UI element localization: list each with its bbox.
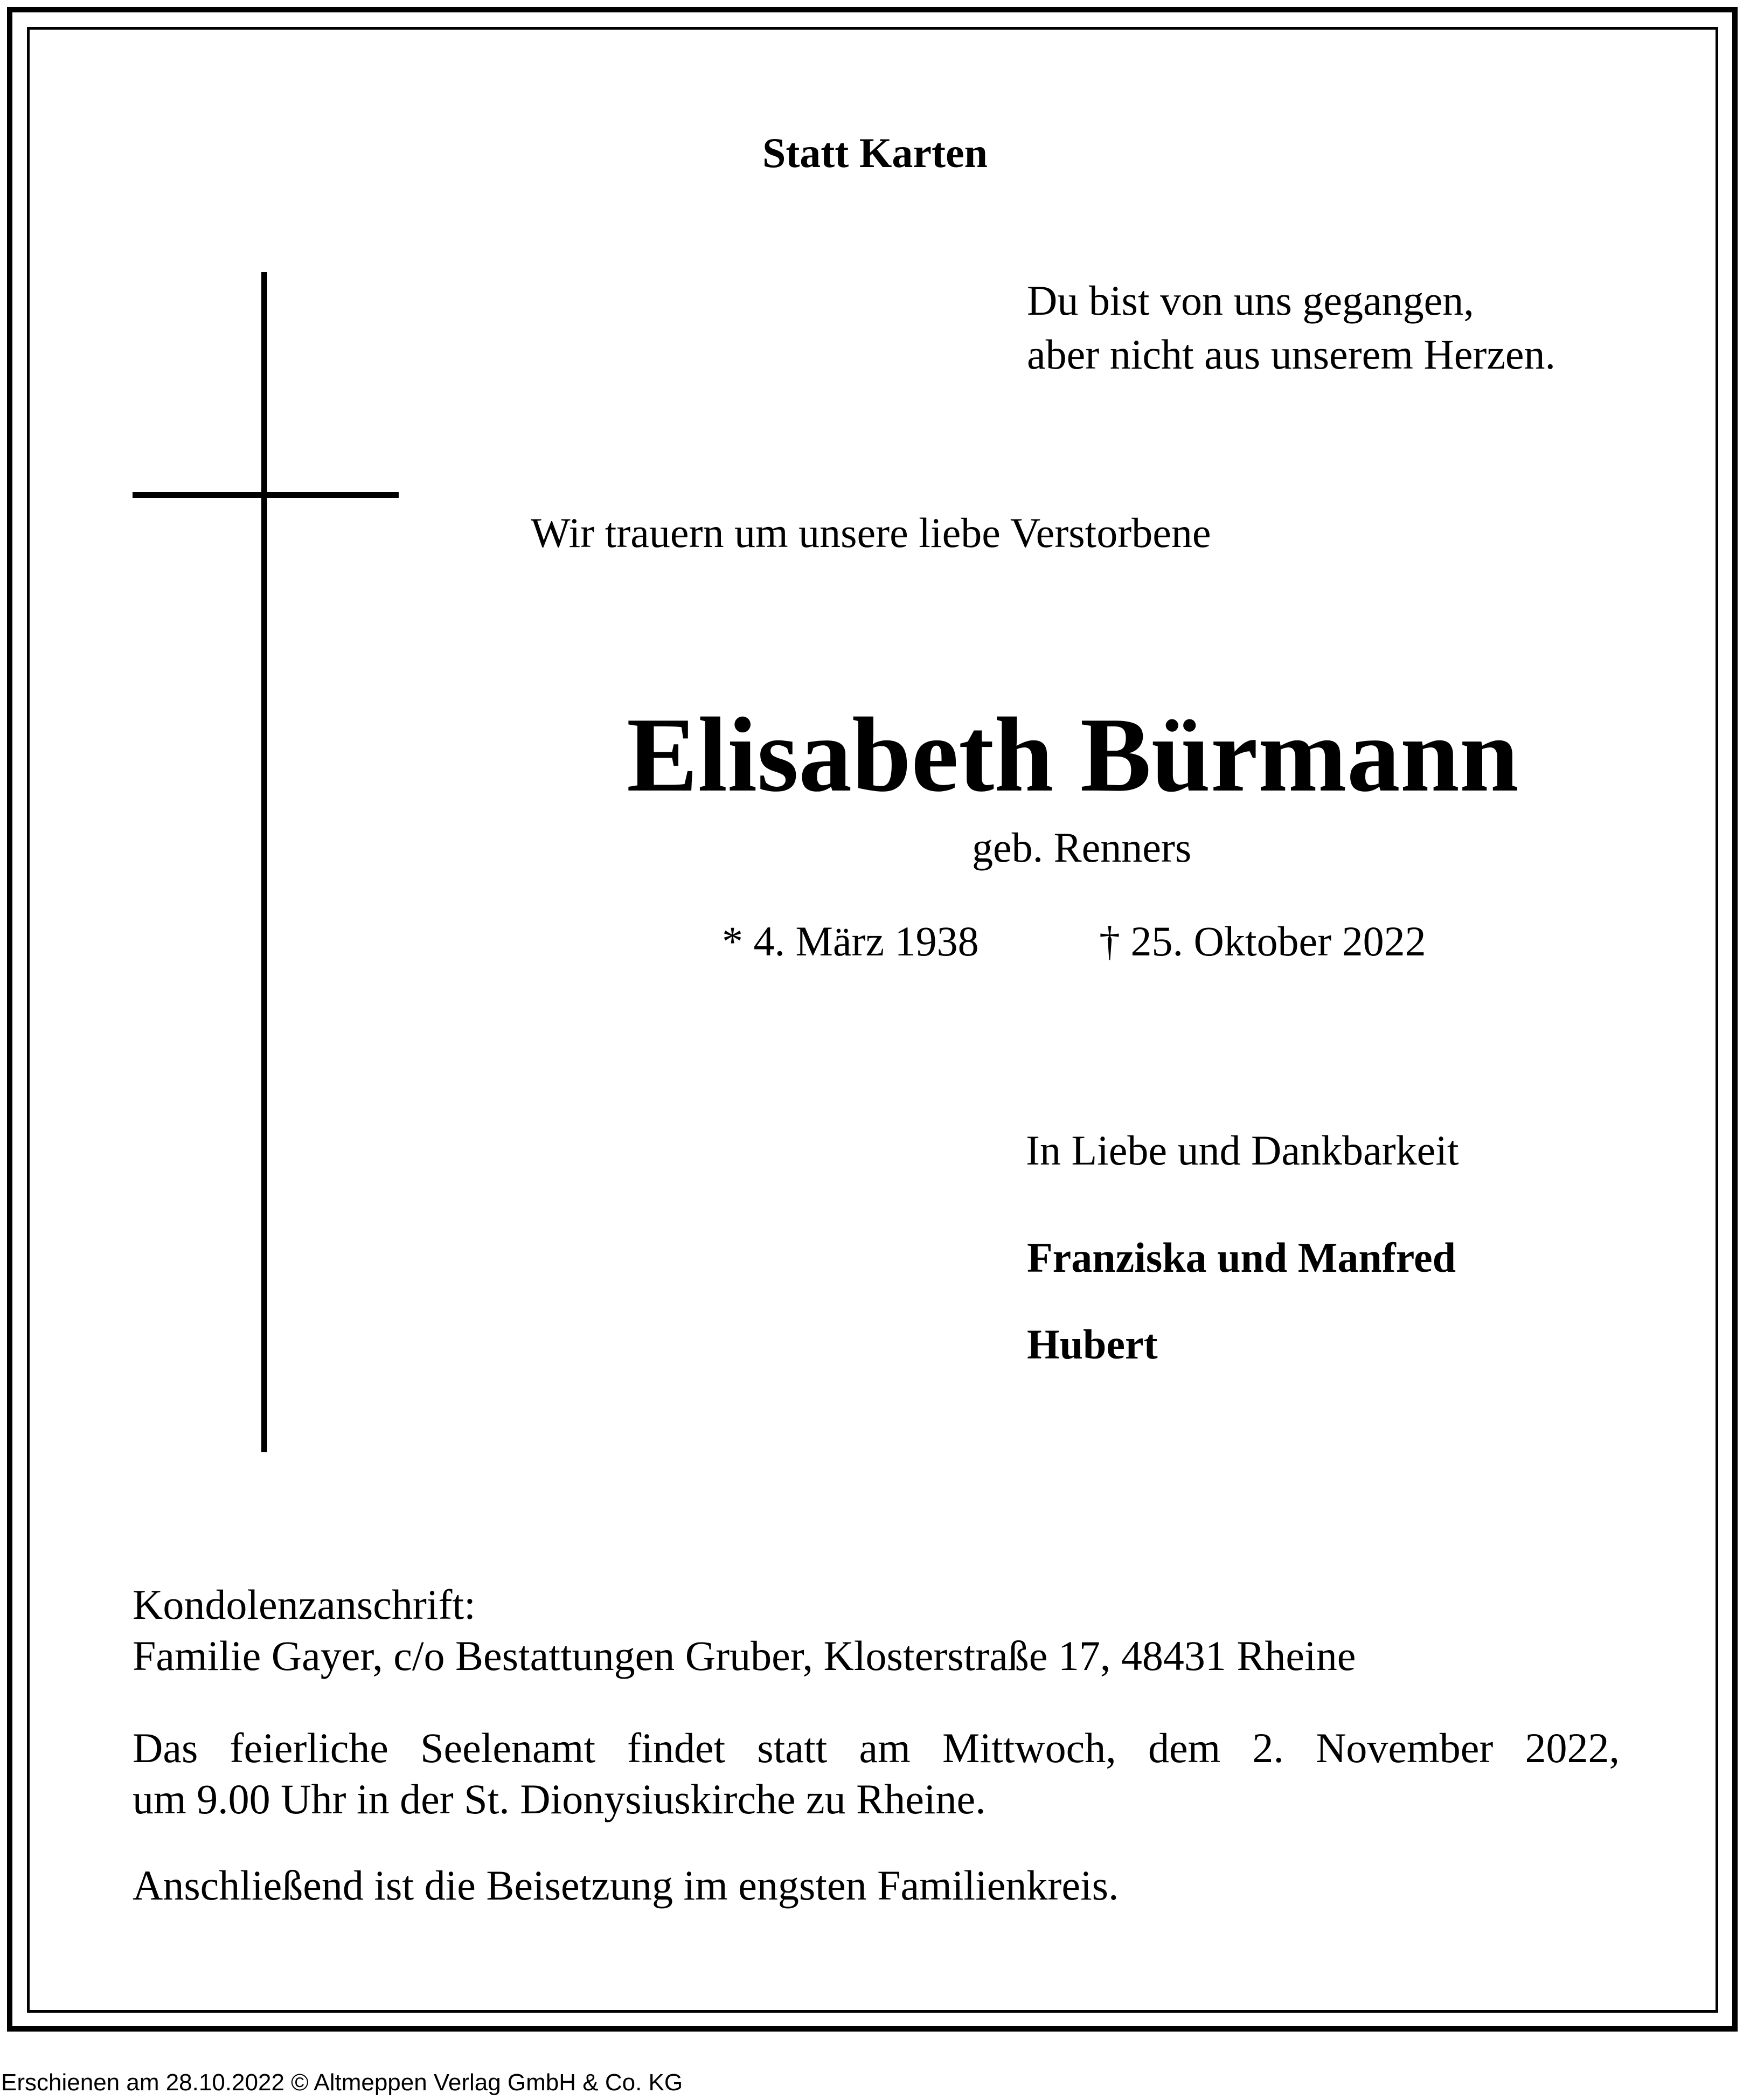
condolence-address xyxy=(133,1579,1356,1681)
maiden-name: geb. Renners xyxy=(972,824,1192,871)
closing-phrase: In Liebe und Dankbarkeit xyxy=(1026,1127,1459,1174)
cross-vertical-bar xyxy=(261,272,267,1452)
mourning-intro: Wir trauern um unsere liebe Verstorbene xyxy=(531,509,1211,556)
service-line-2: um 9.00 Uhr in der St. Dionysiuskirche zu Rheine. xyxy=(133,1776,986,1822)
quote-line-1: Du bist von uns gegangen, xyxy=(1027,277,1474,324)
notice-header: Statt Karten xyxy=(762,129,988,176)
mourner-name: Hubert xyxy=(1027,1321,1158,1368)
service-line-1: Das feierliche Seelenamt findet statt am Mittwoch, dem 2. November 2022, xyxy=(133,1724,1620,1771)
condolence-address-line: Familie Gayer, c/o Bestattungen Gruber, Klosterstraße 17, 48431 Rheine xyxy=(133,1632,1356,1679)
birth-date: * 4. März 1938 xyxy=(722,918,979,965)
deceased-name: Elisabeth Bürmann xyxy=(627,696,1519,814)
mourner-name: Franziska und Manfred xyxy=(1027,1234,1456,1281)
burial-info: Anschließend ist die Beisetzung im engsten Familienkreis. xyxy=(133,1862,1119,1909)
service-info xyxy=(133,1722,1620,1825)
memorial-quote xyxy=(1027,274,1555,382)
cross-horizontal-bar xyxy=(133,492,399,498)
publication-footer: Erschienen am 28.10.2022 © Altmeppen Verlag GmbH & Co. KG xyxy=(1,2069,683,2096)
condolence-label: Kondolenzanschrift: xyxy=(133,1581,476,1628)
quote-line-2: aber nicht aus unserem Herzen. xyxy=(1027,331,1556,378)
death-date: † 25. Oktober 2022 xyxy=(1099,918,1426,965)
